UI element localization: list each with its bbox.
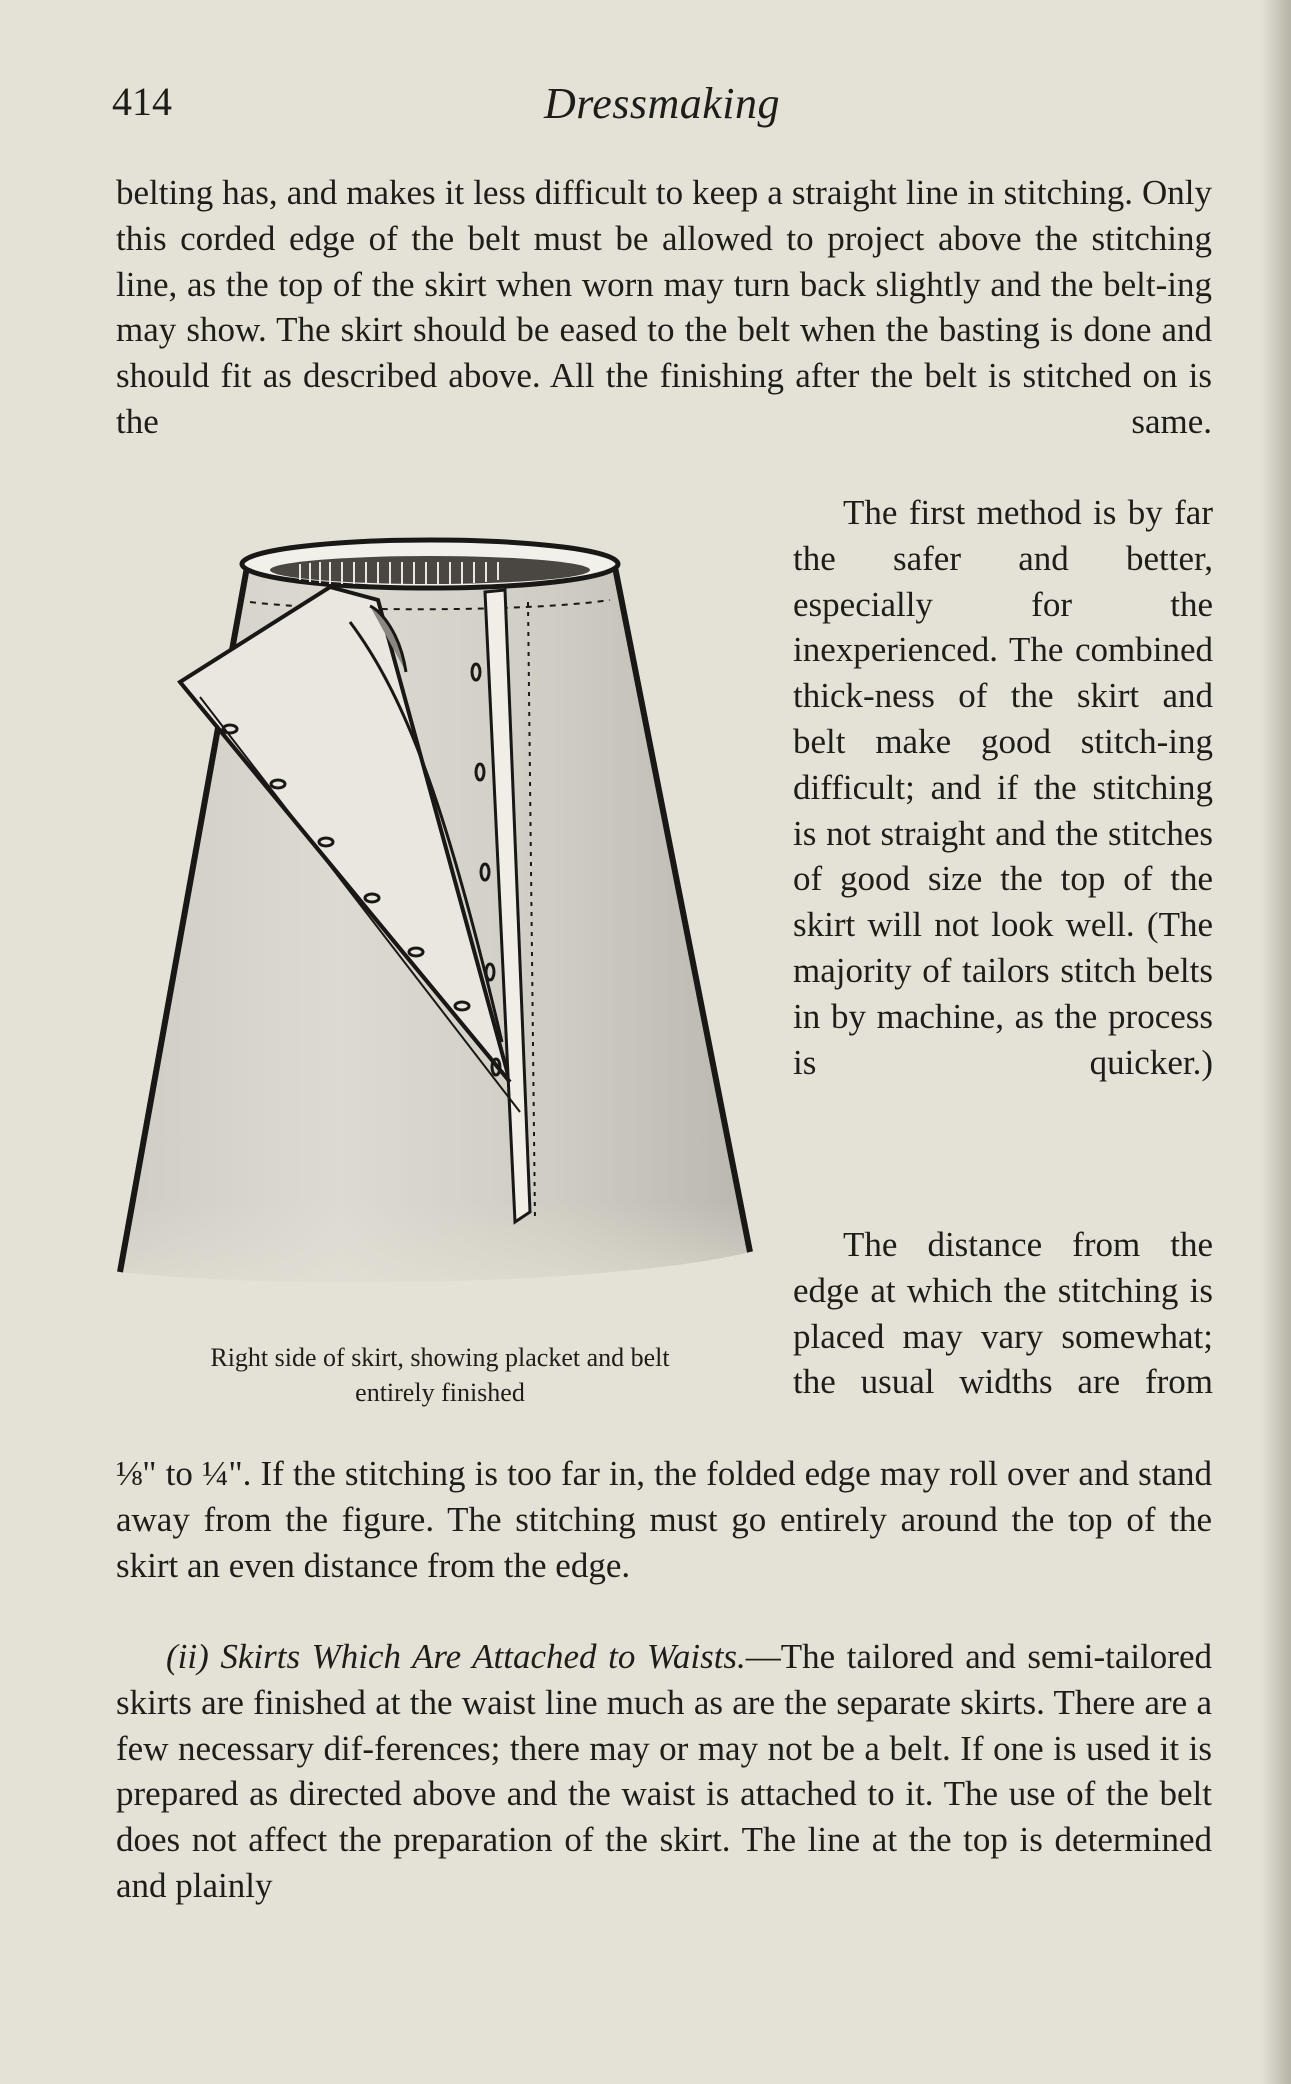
figure-caption-line-2: entirely finished bbox=[355, 1378, 525, 1407]
page-edge-shadow bbox=[1261, 0, 1291, 2084]
paragraph-first-method: The first method is by far the safer and better, especially for the inexperienced. The combined thick-ness of the skirt and belt make good stitch-ing difficult; and if the stitching is not straight and the stitches of good size the top of the skirt will not look well. (The majority of tailors stitch belts in by machine, as the process is quicker.) bbox=[793, 493, 1213, 1082]
section-body: —The tailored and semi-tailored skirts are finished at the waist line much as are the separate skirts. There are a few necessary dif-ferences; there may or may not be a belt. If one is used it is prepared as directed above and the waist is attached to it. The use of the belt does not affect the preparation of the skirt. The line at the top is determined and plainly bbox=[116, 1637, 1212, 1905]
paragraph-skirts-attached bbox=[116, 1634, 1212, 1909]
running-title: Dressmaking bbox=[543, 79, 781, 128]
figure-caption-line-1: Right side of skirt, showing placket and belt bbox=[210, 1343, 670, 1372]
skirt-drawing-icon bbox=[110, 522, 780, 1342]
skirt-illustration bbox=[110, 522, 780, 1342]
paragraph-distance-continued: ⅛" to ¼". If the stitching is too far in, the folded edge may roll over and stand away from the figure. The stitching must go entirely around the top of the skirt an even distance from the edge. bbox=[116, 1454, 1212, 1585]
section-label: (ii) bbox=[166, 1637, 209, 1676]
paragraph-belting: belting has, and makes it less difficult to keep a straight line in stitching. Only this corded edge of the belt must be allowed to project above the stitching line, as the top of the skirt when worn may turn back slightly and the belt-ing may show. The skirt should be eased to the belt when the basting is done and should fit as described above. All the finishing after the belt is stitched on is the same. bbox=[116, 173, 1212, 441]
paragraph-distance: The distance from the edge at which the stitching is placed may vary somewhat; the usual widths are from bbox=[793, 1225, 1213, 1402]
section-heading: Skirts Which Are Attached to Waists. bbox=[220, 1637, 746, 1676]
page-header bbox=[112, 78, 1212, 138]
page-number: 414 bbox=[112, 79, 172, 124]
figure-caption bbox=[120, 1340, 760, 1410]
